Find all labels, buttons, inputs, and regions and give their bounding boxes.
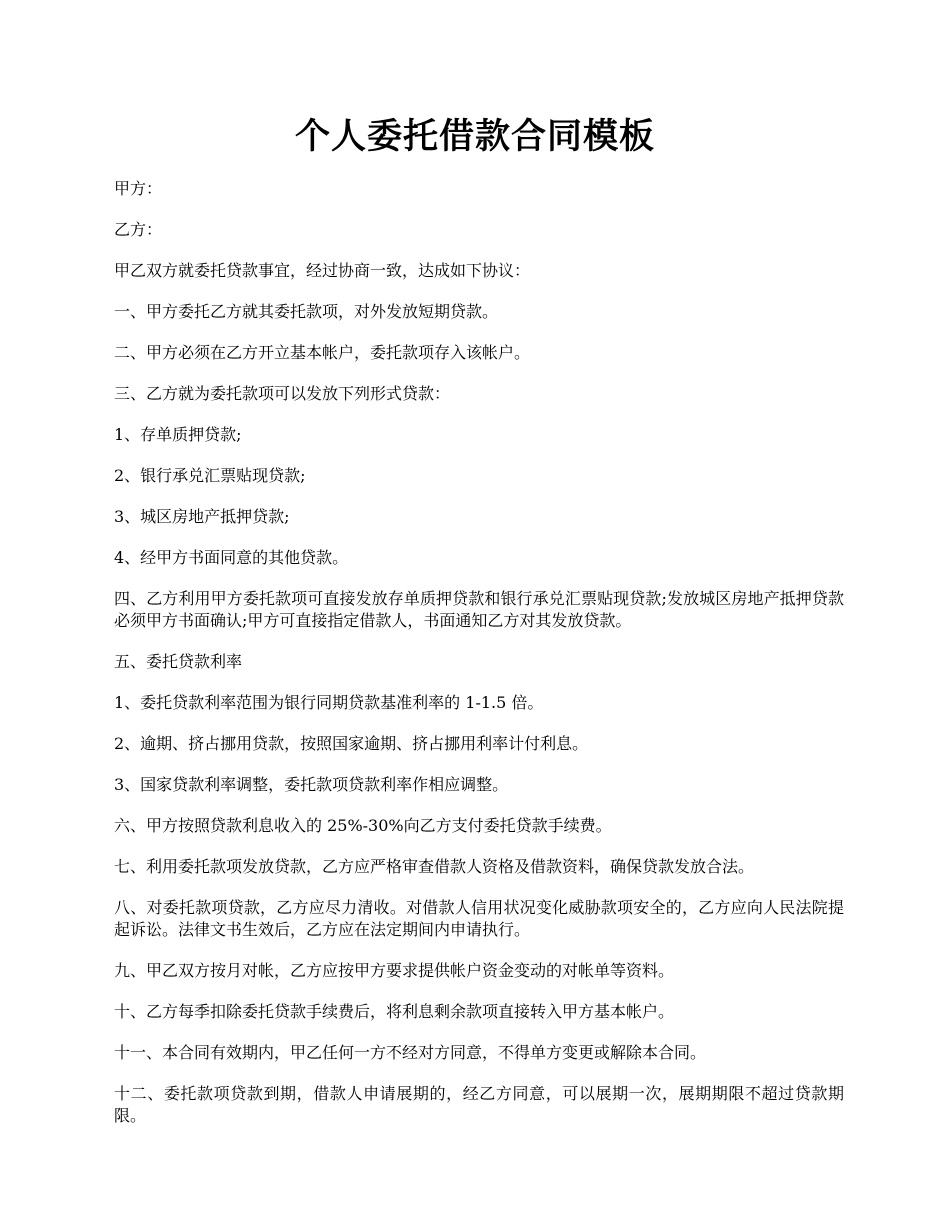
clause-7: 七、利用委托款项发放贷款，乙方应严格审查借款人资格及借款资料，确保贷款发放合法。 [114,857,755,876]
clause-3-item-1: 1、存单质押贷款; [114,425,242,444]
document-title: 个人委托借款合同模板 [294,116,655,157]
clause-5-item-3: 3、国家贷款利率调整，委托款项贷款利率作相应调整。 [114,775,509,794]
clause-4: 四、乙方利用甲方委托款项可直接发放存单质押贷款和银行承兑汇票贴现贷款;发放城区房地产抵押贷款必须甲方书面确认;甲方可直接指定借款人，书面通知乙方对其发放贷款。 [114,589,844,630]
clause-3-item-2: 2、银行承兑汇票贴现贷款; [114,466,306,485]
document-body [114,178,844,1146]
clause-6: 六、甲方按照贷款利息收入的 25%-30%向乙方支付委托贷款手续费。 [114,816,612,835]
clause-12: 十二、委托款项贷款到期，借款人申请展期的，经乙方同意，可以展期一次，展期期限不超过贷款期限。 [114,1084,844,1125]
clause-9: 九、甲乙双方按月对帐，乙方应按甲方要求提供帐户资金变动的对帐单等资料。 [114,961,675,980]
party-a-line: 甲方： [114,179,163,198]
clause-1: 一、甲方委托乙方就其委托款项，对外发放短期贷款。 [114,302,499,321]
clause-5-item-1: 1、委托贷款利率范围为银行同期贷款基准利率的 1-1.5 倍。 [114,693,544,712]
clause-3-item-3: 3、城区房地产抵押贷款; [114,507,290,526]
clause-5: 五、委托贷款利率 [114,652,243,671]
party-b-line: 乙方： [114,220,163,239]
clause-2: 二、甲方必须在乙方开立基本帐户，委托款项存入该帐户。 [114,343,531,362]
clause-5-item-2: 2、逾期、挤占挪用贷款，按照国家逾期、挤占挪用利率计付利息。 [114,734,589,753]
clause-3: 三、乙方就为委托款项可以发放下列形式贷款： [114,384,451,403]
agreement-intro: 甲乙双方就委托贷款事宜，经过协商一致，达成如下协议： [114,261,531,280]
clause-10: 十、乙方每季扣除委托贷款手续费后，将利息剩余款项直接转入甲方基本帐户。 [114,1002,675,1021]
clause-3-item-4: 4、经甲方书面同意的其他贷款。 [114,548,349,567]
clause-8: 八、对委托款项贷款，乙方应尽力清收。对借款人信用状况变化威胁款项安全的，乙方应向人民法院提起诉讼。法律文书生效后，乙方应在法定期间内申请执行。 [114,898,844,939]
clause-11: 十一、本合同有效期内，甲乙任何一方不经对方同意，不得单方变更或解除本合同。 [114,1043,707,1062]
